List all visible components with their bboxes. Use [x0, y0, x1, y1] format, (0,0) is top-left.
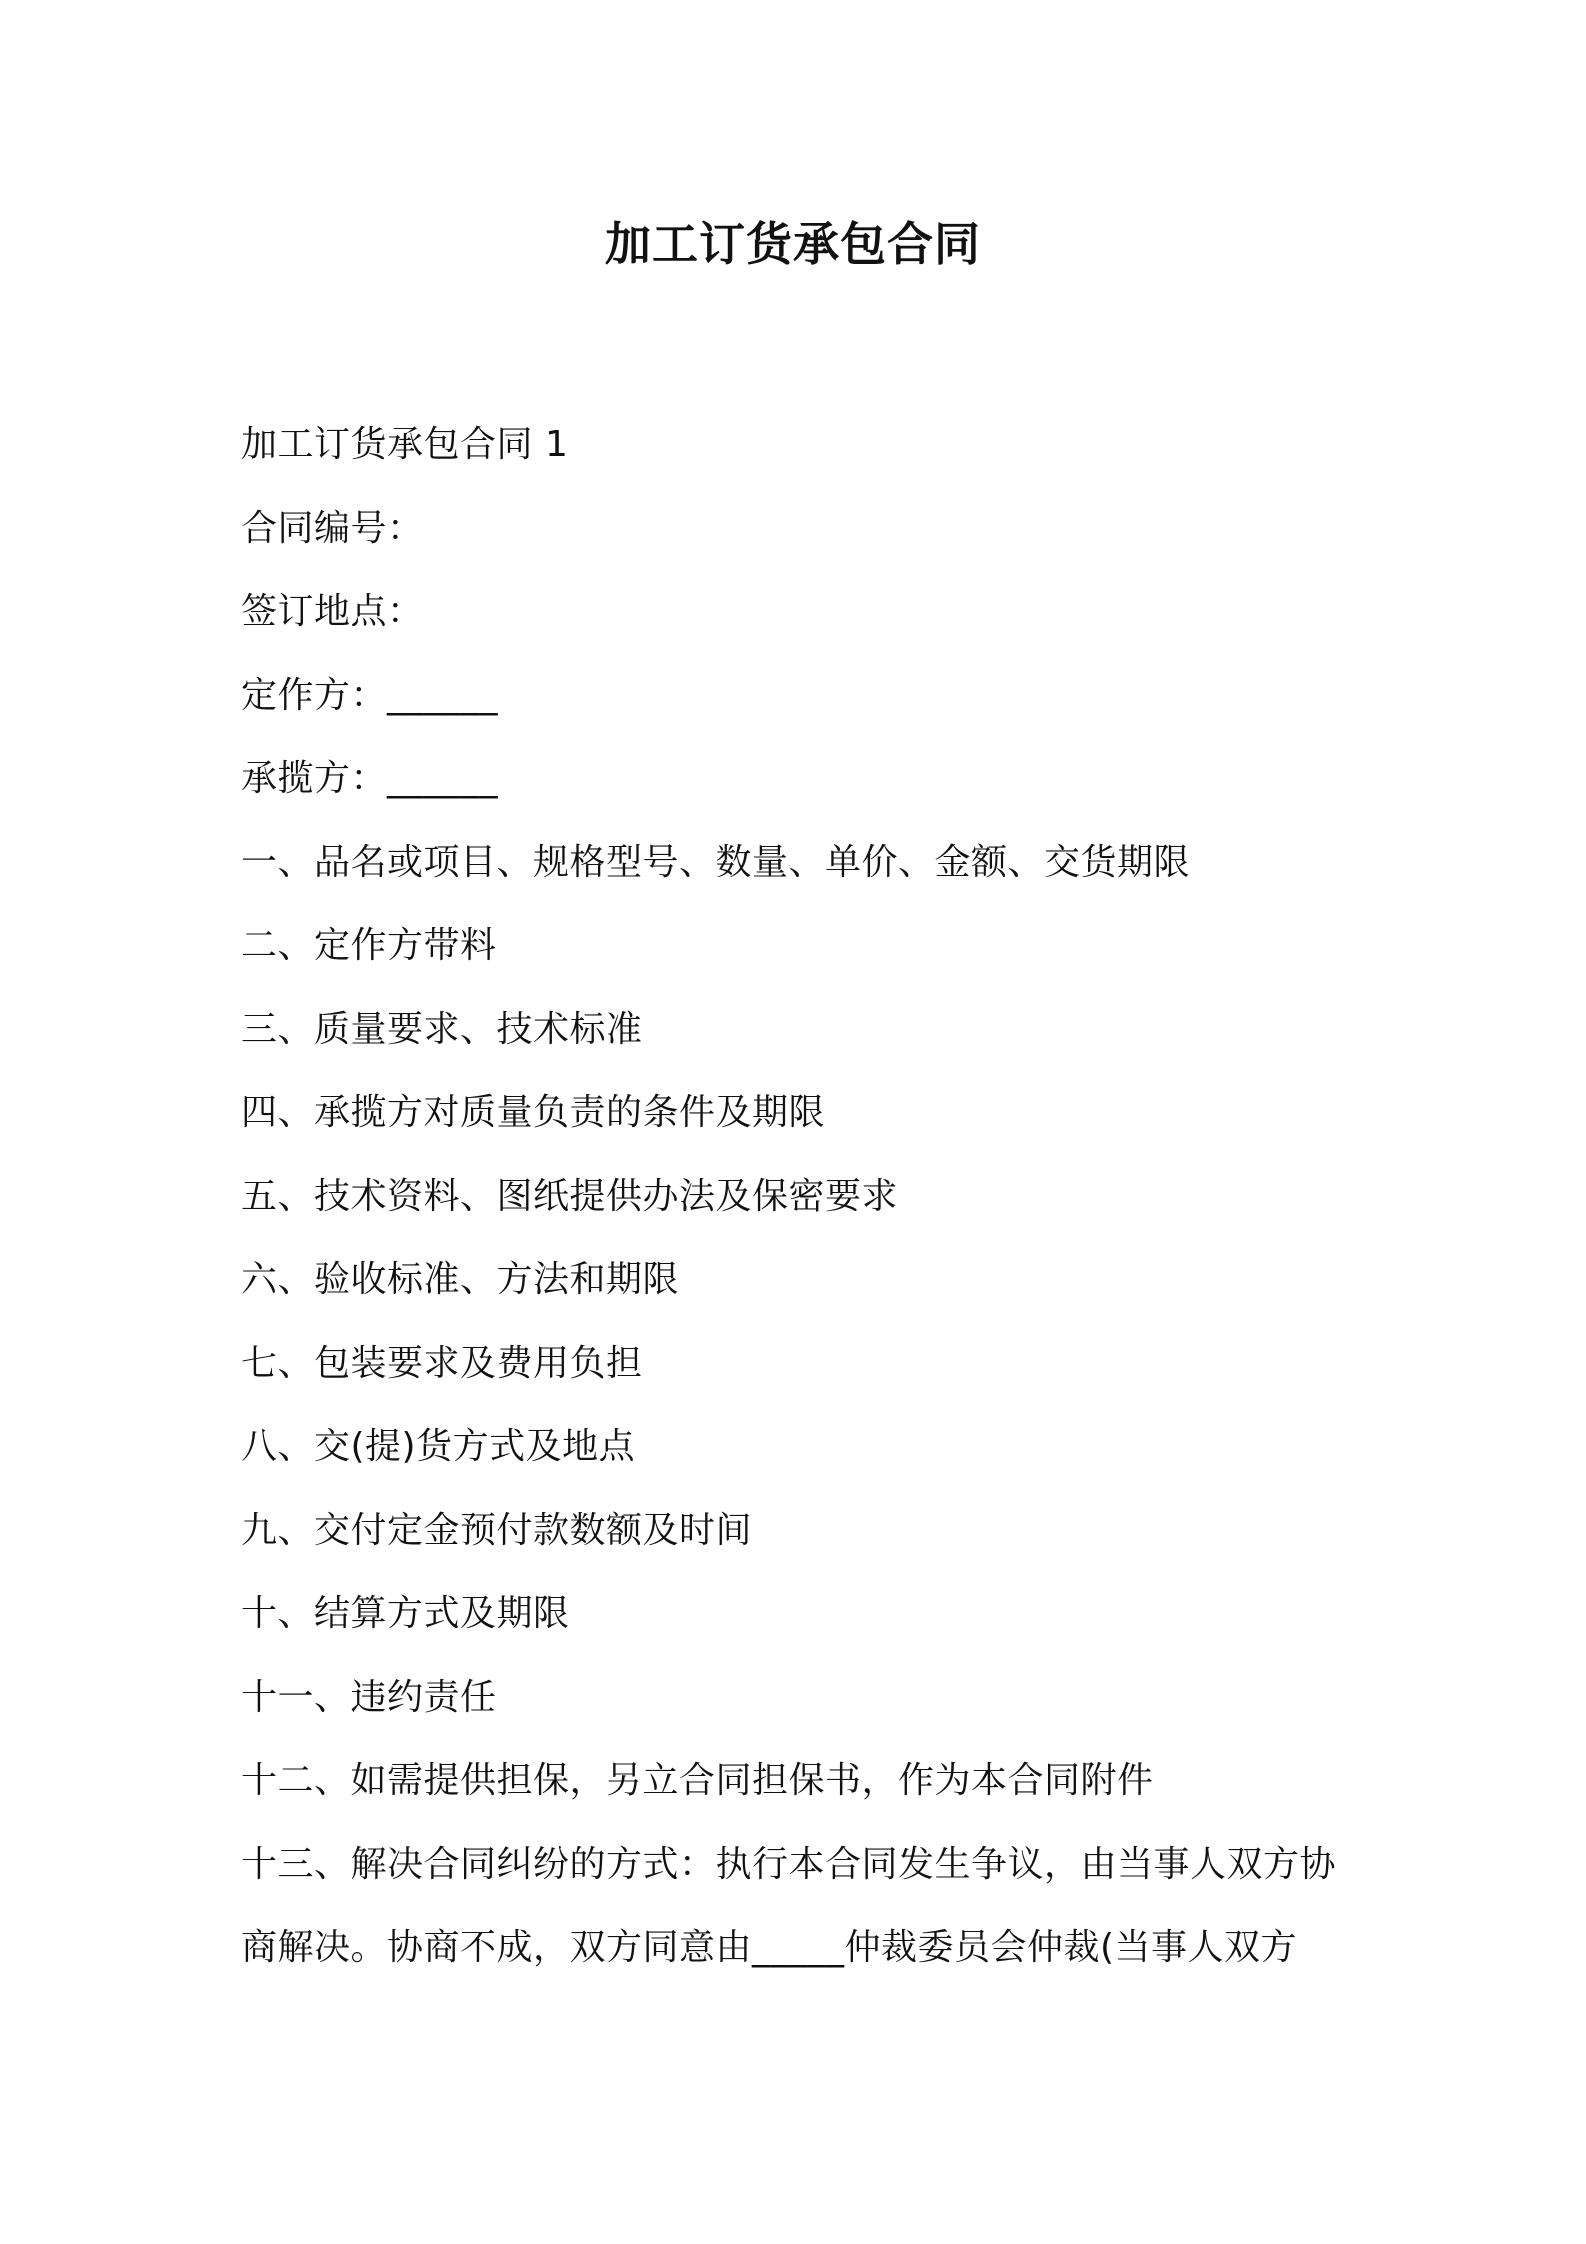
clause-12: 十二、如需提供担保，另立合同担保书，作为本合同附件 [241, 1760, 1154, 1801]
clause-9: 九、交付定金预付款数额及时间 [241, 1509, 753, 1551]
clause-4: 四、承揽方对质量负责的条件及期限 [241, 1092, 826, 1133]
clause-6: 六、验收标准、方法和期限 [241, 1259, 680, 1300]
clause-10: 十、结算方式及期限 [241, 1593, 570, 1634]
contract-number-field: 合同编号： [241, 507, 424, 549]
clause-7: 七、包装要求及费用负担 [241, 1342, 643, 1384]
clause-1: 一、品名或项目、规格型号、数量、单价、金额、交货期限 [241, 841, 1191, 883]
document-body [241, 403, 1361, 1990]
signing-place-field: 签订地点： [241, 591, 424, 632]
contract-subtitle: 加工订货承包合同 1 [241, 424, 569, 465]
clause-11: 十一、违约责任 [241, 1676, 497, 1718]
clause-2: 二、定作方带料 [241, 925, 497, 966]
clause-13-line-1: 十三、解决合同纠纷的方式：执行本合同发生争议，由当事人双方协 [241, 1843, 1337, 1885]
contractor-party-field: 承揽方：______ [241, 758, 499, 799]
clause-13-line-2: 商解决。协商不成，双方同意由_____仲裁委员会仲裁(当事人双方 [241, 1927, 1298, 1968]
clause-3: 三、质量要求、技术标准 [241, 1008, 643, 1050]
document-title: 加工订货承包合同 [605, 217, 981, 271]
orderer-party-field: 定作方：______ [241, 674, 499, 716]
clause-8: 八、交(提)货方式及地点 [241, 1426, 636, 1467]
clause-5: 五、技术资料、图纸提供办法及保密要求 [241, 1175, 899, 1217]
